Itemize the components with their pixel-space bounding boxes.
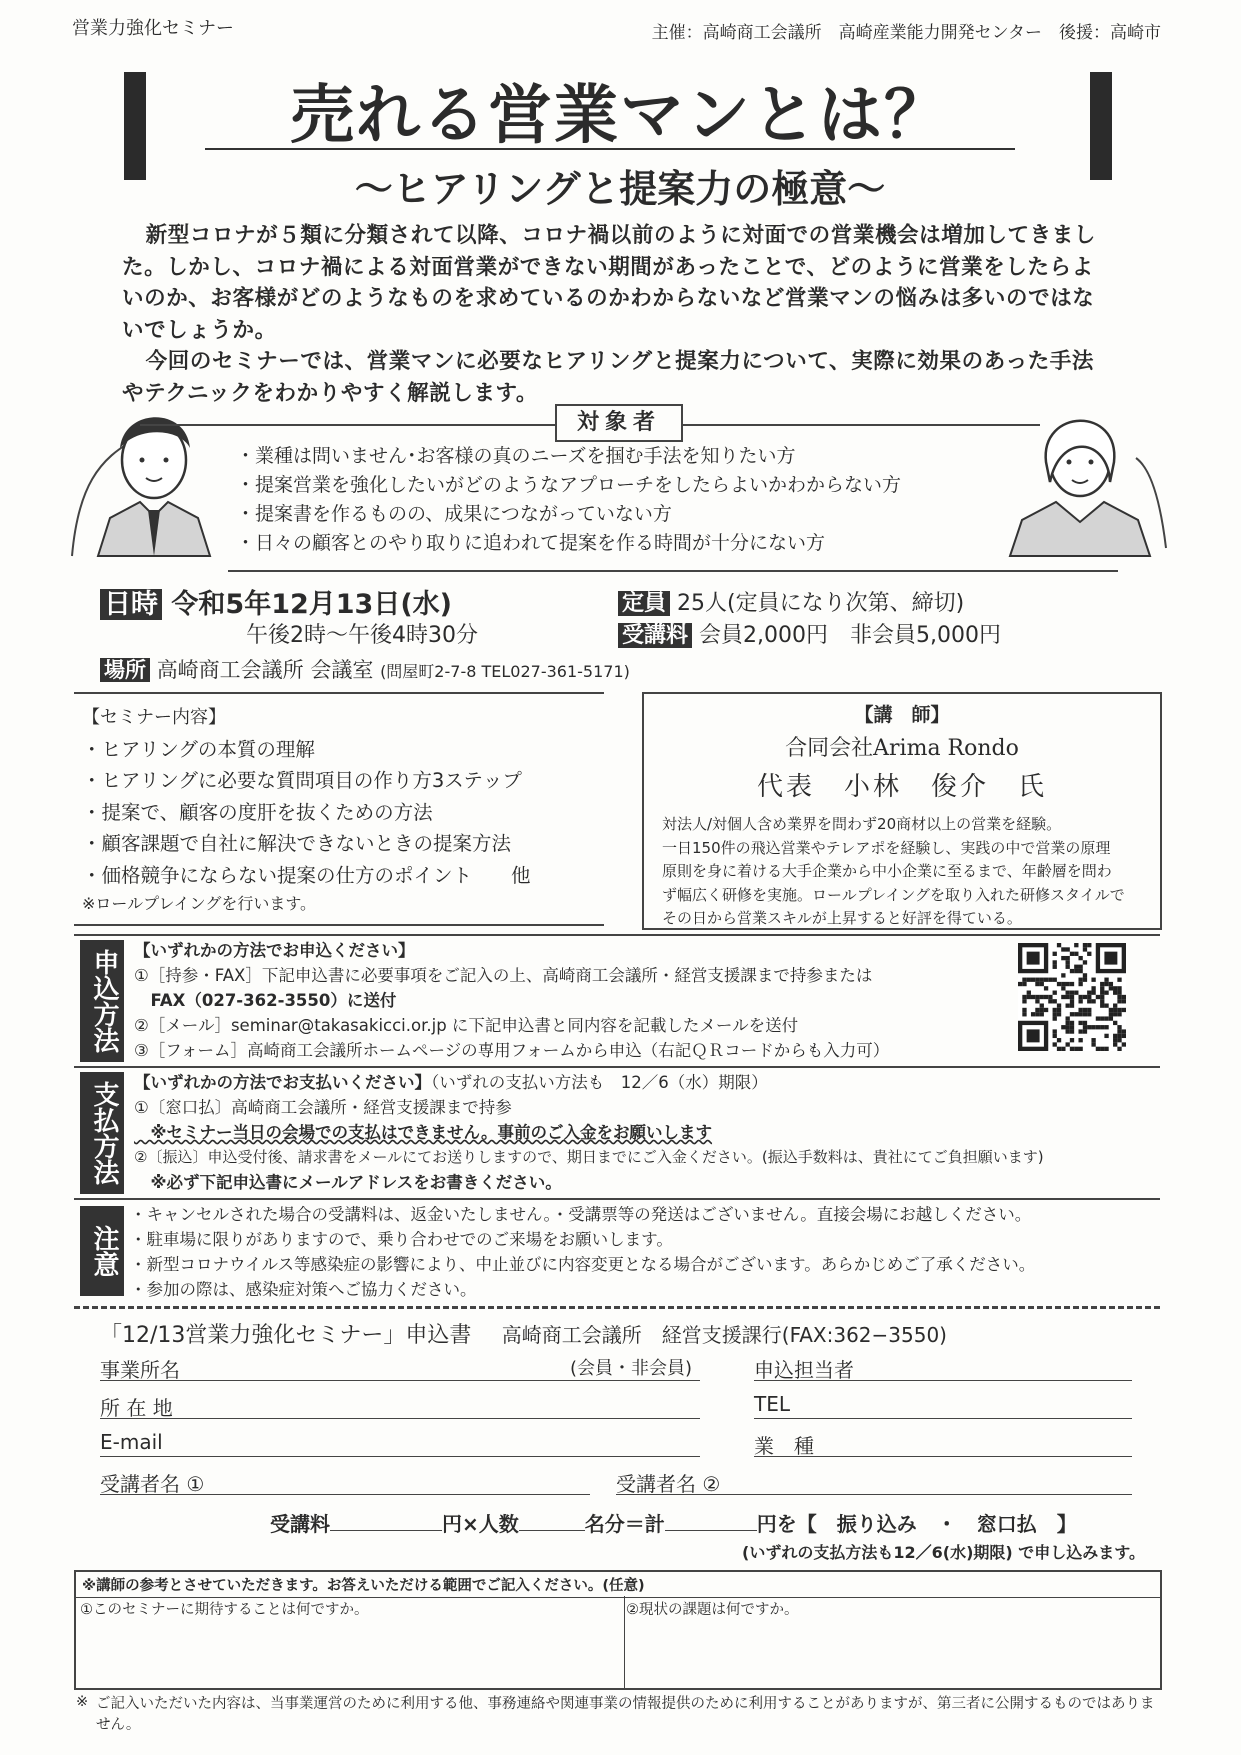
intro-paragraph-2: 今回のセミナーでは、営業マンに必要なヒアリングと提案力について、実際に効果のあった手法やテクニックをわかりやすく解説します。 [122, 349, 1095, 406]
target-item: ・提案営業を強化したいがどのようなアプローチをしたらよいかわからない方 [236, 474, 902, 496]
email-label: E-mail [100, 1430, 163, 1454]
content-item: ・ヒアリングの本質の理解 [82, 737, 315, 761]
headcount-blank[interactable] [519, 1530, 585, 1531]
content-item: ・価格競争にならない提案の仕方のポイント 他 [82, 863, 531, 887]
notice-top-rule [74, 1198, 1160, 1200]
address-field[interactable] [100, 1392, 700, 1419]
title-divider [205, 148, 1015, 150]
apply-top-rule [74, 934, 1160, 936]
apply-section [134, 938, 889, 1063]
form-title: 「12/13営業力強化セミナー」申込書 [100, 1323, 472, 1348]
target-list [236, 442, 901, 558]
content-note: ※ロールプレイングを行います。 [82, 894, 317, 913]
email-field[interactable] [100, 1430, 700, 1457]
apply-line: ②［メール］seminar@takasakicci.or.jp に下記申込書と同内容を記載したメールを送付 [134, 1016, 799, 1035]
capacity-label: 定員 [618, 591, 670, 616]
fee-row [618, 618, 1001, 649]
privacy-note: ご記入いただいた内容は、当事業運営のために利用する他、事務連絡や関連事業の情報提供のために利用することがありますが、第三者に公開するものではありません。 [96, 1696, 1155, 1733]
payment-deadline: （いずれの支払い方法も 12／6（水）期限） [431, 1073, 768, 1092]
lecturer-company: 合同会社Arima Rondo [785, 736, 1019, 761]
male-illustration [68, 398, 248, 558]
event-date: 令和5年12月13日(水) [171, 589, 453, 620]
intro-text [122, 220, 1112, 409]
payment-line: ②〔振込〕申込受付後、請求書をメールにてお送りしますので、期日までにご入金ください。(振込手数料は、貴社にてご負担願います) [134, 1148, 1044, 1166]
title-bar-left [124, 72, 146, 180]
title-bar-right [1090, 72, 1112, 180]
payment-line: ※セミナー当日の会場での支払はできません。事前のご入金をお願いします [134, 1123, 713, 1142]
content-item: ・ヒアリングに必要な質問項目の作り方3ステップ [82, 769, 522, 792]
fee-note: (いずれの支払方法も12／6(水)期限) で申し込みます。 [742, 1543, 1145, 1562]
survey-heading: ※講師の参考とさせていただきます。お答えいただける範囲でご記入ください。(任意) [76, 1572, 1160, 1598]
attendee2-label: 受講者名 ② [616, 1472, 721, 1496]
lecturer-box [642, 692, 1162, 930]
target-label: 対象者 [555, 404, 683, 442]
industry-label: 業 種 [754, 1434, 814, 1458]
lecturer-heading: 【講 師】 [854, 704, 950, 726]
capacity-value: 25人(定員になり次第、締切) [677, 591, 965, 616]
cut-line [74, 1306, 1160, 1309]
fee-calc-count: 名分＝計 [584, 1512, 665, 1536]
company-label: 事業所名 [100, 1358, 180, 1382]
date-label: 日時 [100, 589, 162, 620]
venue-label: 場所 [100, 658, 150, 682]
notice-label: 注意 [80, 1206, 124, 1296]
capacity-row [618, 586, 964, 617]
payment-section [134, 1070, 1044, 1195]
female-illustration [1000, 398, 1172, 558]
intro-paragraph-1: 新型コロナが５類に分類されて以降、コロナ禍以前のように対面での営業機会は増加してきました。しかし、コロナ禍による対面営業ができない期間があったことで、どのように営業をしたらよいのか、お客様がどのようなものを求めているのかわからないなど営業マンの悩みは多いのではないでしょうか。 [122, 223, 1096, 343]
page-subtitle: 〜ヒアリングと提案力の極意〜 [354, 167, 886, 211]
bio-line: 一日150件の飛込営業やテレアポを経験し、実践の中で営業の原理 [662, 838, 1111, 857]
event-time: 午後2時〜午後4時30分 [246, 623, 478, 648]
payment-heading: 【いずれかの方法でお支払いください】 [134, 1073, 431, 1092]
apply-line: ③［フォーム］高崎商工会議所ホームページの専用フォームから申込（右記ＱＲコードからも入力可） [134, 1041, 890, 1060]
target-item: ・業種は問いません･お客様の真のニーズを掴む手法を知りたい方 [236, 445, 796, 467]
contact-person-label: 申込担当者 [754, 1358, 854, 1382]
content-bottom-rule [74, 924, 604, 926]
fee-amount-blank[interactable] [330, 1530, 442, 1531]
industry-field[interactable] [754, 1430, 1132, 1457]
seminar-content [82, 702, 531, 917]
series-label: 営業力強化セミナー [72, 18, 234, 39]
survey-box [74, 1570, 1162, 1690]
payment-heading-row [134, 1070, 1044, 1095]
fee-label: 受講料 [618, 623, 692, 648]
company-field[interactable] [100, 1354, 700, 1381]
lecturer-name: 代表 小林 俊介 氏 [756, 772, 1047, 802]
attendee1-field[interactable] [100, 1468, 590, 1495]
fee-calc-row [270, 1508, 1077, 1537]
payment-line: ①〔窓口払〕高崎商工会議所・経営支援課まで持参 [134, 1098, 512, 1117]
venue-row [100, 654, 630, 684]
apply-line: FAX（027-362-3550）に送付 [134, 991, 397, 1010]
bio-line: 対法人/対個人含め業界を問わず20商材以上の営業を経験。 [662, 815, 1062, 833]
survey-q1: ①このセミナーに期待することは何ですか。 [80, 1602, 369, 1618]
apply-heading: 【いずれかの方法でお申込ください】 [134, 941, 415, 960]
apply-line: ①［持参・FAX］下記申込書に必要事項をご記入の上、高崎商工会議所・経営支援課まで持参または [134, 966, 873, 985]
venue-name: 高崎商工会議所 会議室 [156, 658, 374, 682]
target-bottom-rule [228, 570, 1118, 572]
fee-calc-method: 円を【 振り込み ・ 窓口払 】 [756, 1512, 1077, 1536]
notice-line: ・キャンセルされた場合の受講料は、返金いたしません。・受講票等の発送はございません。直接会場にお越しください。 [130, 1205, 1032, 1224]
fee-value: 会員2,000円 非会員5,000円 [699, 623, 1001, 648]
venue-note: (問屋町2-7-8 TEL027-361-5171) [380, 662, 630, 681]
survey-q2: ②現状の課題は何ですか。 [626, 1602, 799, 1618]
content-heading: 【セミナー内容】 [82, 707, 226, 728]
tel-label: TEL [754, 1392, 790, 1416]
notice-line: ・駐車場に限りがありますので、乗り合わせでのご来場をお願いします。 [130, 1230, 673, 1249]
payment-line: ※必ず下記申込書にメールアドレスをお書きください。 [134, 1173, 562, 1192]
tel-field[interactable] [754, 1392, 1132, 1419]
member-type: (会員・非会員) [569, 1358, 692, 1379]
content-item: ・提案で、顧客の度肝を抜くための方法 [82, 800, 433, 824]
attendee1-label: 受講者名 ① [100, 1472, 205, 1496]
payment-top-rule [74, 1066, 1160, 1068]
attendee2-field[interactable] [616, 1468, 1132, 1495]
organizers: 主催：高崎商工会議所 高崎産業能力開発センター 後援：高崎市 [651, 23, 1161, 43]
fee-calc-yen: 円×人数 [442, 1512, 519, 1536]
bio-line: その日から営業スキルが上昇すると好評を得ている。 [662, 909, 1022, 927]
survey-q1-box[interactable] [76, 1596, 625, 1688]
total-blank[interactable] [665, 1530, 757, 1531]
page-title: 売れる営業マンとは？ [290, 79, 950, 153]
date-row [100, 582, 452, 621]
notice-line: ・参加の際は、感染症対策へご協力ください。 [130, 1280, 477, 1299]
qr-code[interactable] [1018, 943, 1126, 1051]
target-item: ・提案書を作るものの、成果につながっていない方 [236, 503, 672, 525]
bio-line: ず幅広く研修を実施。ロールプレイングを取り入れた研修スタイルで [662, 885, 1125, 904]
notice-line: ・新型コロナウイルス等感染症の影響により、中止並びに内容変更となる場合がございます。あらかじめご了承ください。 [130, 1255, 1036, 1274]
content-top-rule [74, 692, 604, 694]
address-label: 所 在 地 [100, 1396, 173, 1420]
fee-calc-label: 受講料 [270, 1512, 330, 1536]
lecturer-bio [662, 813, 1146, 931]
form-header [100, 1318, 947, 1349]
target-item: ・日々の顧客とのやり取りに追われて提案を作る時間が十分にない方 [236, 532, 826, 554]
bio-line: 原則を身に着ける大手企業から中小企業に至るまで、年齢層を問わ [662, 862, 1112, 880]
survey-q2-box[interactable] [622, 1596, 1160, 1688]
contact-person-field[interactable] [754, 1354, 1132, 1381]
content-item: ・顧客課題で自社に解決できないときの提案方法 [82, 832, 512, 855]
apply-label: 申込方法 [80, 940, 124, 1062]
footer-mark: ※ [76, 1694, 89, 1710]
payment-label: 支払方法 [80, 1072, 124, 1194]
form-destination: 高崎商工会議所 経営支援課行(FAX:362−3550) [501, 1323, 947, 1347]
notice-section [130, 1202, 1035, 1302]
